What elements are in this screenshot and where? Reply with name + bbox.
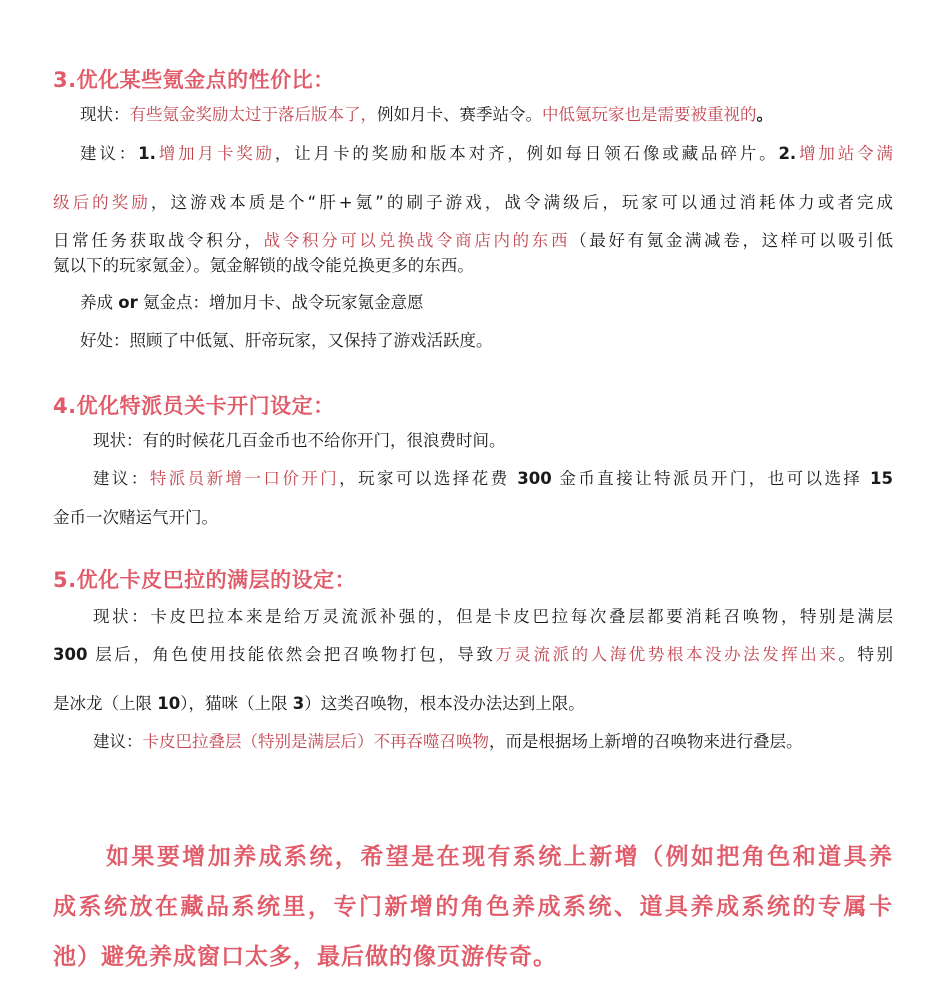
s5-sugg-label: 建议： (93, 732, 143, 751)
s4-sugg-num-2: 15 (870, 469, 894, 488)
s4-sugg-text-2: 金币直接让特派员开门，也可以选择 (551, 469, 871, 488)
s5-status-line-3 (53, 693, 585, 715)
s5-sugg-highlight: 卡皮巴拉叠层（特别是满层后）不再吞噬召唤物 (142, 732, 489, 751)
s4-suggestion-line-1 (93, 468, 893, 490)
s3-sugg-num-2: 2. (778, 144, 797, 163)
closing-line-1: 如果要增加养成系统，希望是在现有系统上新增（例如把角色和道具养 (106, 844, 893, 870)
section-3-heading: 3.优化某些氪金点的性价比： (53, 68, 335, 92)
s5-status-n10: 10 (157, 694, 181, 713)
s5-status-line-2 (53, 644, 893, 666)
s5-status-n3: 3 (292, 694, 305, 713)
s3-sugg-highlight-2a: 增加站令满 (796, 144, 894, 163)
s3-status-label: 现状： (80, 105, 130, 124)
s3-sugg-text-2: ，这游戏本质是个“肝+氪”的刷子游戏，战令满级后，玩家可以通过消耗体力或者完成 (150, 193, 894, 212)
s4-sugg-highlight: 特派员新增一口价开门 (149, 469, 340, 488)
s3-sugg-highlight-3: 战令积分可以兑换战令商店内的东西 (263, 231, 571, 250)
s4-suggestion-line-2: 金币一次赌运气开门。 (53, 508, 218, 527)
s3-status-highlight-1: 有些氪金奖励太过于落后版本了， (129, 105, 377, 124)
s5-status-line-1: 现状：卡皮巴拉本来是给万灵流派补强的，但是卡皮巴拉每次叠层都要消耗召唤物，特别是满层 (93, 607, 893, 626)
s5-status-text-a: 层后，角色使用技能依然会把召唤物打包，导致 (87, 645, 496, 664)
s4-sugg-num-1: 300 (517, 469, 552, 488)
s3-status-text: 例如月卡、赛季站令。 (377, 105, 542, 124)
closing-line-3: 池）避免养成窗口太多，最后做的像页游传奇。 (53, 944, 557, 970)
s5-status-text-d: ），猫咪（上限 (180, 694, 293, 713)
s5-status-highlight: 万灵流派的人海优势根本没办法发挥出来 (495, 645, 839, 664)
s3-status-end: 。 (756, 105, 773, 124)
s3-sugg-highlight-2b: 级后的奖励 (53, 193, 151, 212)
s4-sugg-label: 建议： (93, 469, 150, 488)
s5-status-text-c: 是冰龙（上限 (53, 694, 158, 713)
s5-status-text-e: ）这类召唤物，根本没办法达到上限。 (304, 694, 585, 713)
s3-suggestion-line-3 (53, 230, 893, 252)
s3-sugg-num-1: 1. (138, 144, 156, 163)
s3-type-label: 养成 (80, 293, 119, 312)
section-5-heading: 5.优化卡皮巴拉的满层的设定： (53, 568, 357, 592)
s3-sugg-highlight-1: 增加月卡奖励 (155, 144, 275, 163)
s3-type-or: or (118, 293, 138, 312)
s3-benefit-line: 好处：照顾了中低氪、肝帝玩家，又保持了游戏活跃度。 (80, 331, 493, 350)
section-4-heading: 4.优化特派员关卡开门设定： (53, 394, 335, 418)
s4-status-line: 现状：有的时候花几百金币也不给你开门，很浪费时间。 (93, 431, 506, 450)
s4-sugg-text-1: ，玩家可以选择花费 (339, 469, 518, 488)
s5-suggestion-line (93, 731, 803, 753)
closing-line-2: 成系统放在藏品系统里，专门新增的角色养成系统、道具养成系统的专属卡 (53, 894, 893, 920)
s3-status-highlight-2: 中低氪玩家也是需要被重视的 (542, 105, 757, 124)
s3-type-value: 氪金点：增加月卡、战令玩家氪金意愿 (137, 293, 424, 312)
s3-sugg-text-4: （最好有氪金满减卷，这样可以吸引低 (570, 231, 894, 250)
s5-status-text-b: 。特别 (838, 645, 893, 664)
s3-sugg-label: 建议： (80, 144, 139, 163)
s3-sugg-text-3: 日常任务获取战令积分， (53, 231, 264, 250)
s3-suggestion-line-1 (80, 143, 893, 165)
s3-suggestion-line-2 (53, 192, 893, 214)
s5-sugg-text: ，而是根据场上新增的召唤物来进行叠层。 (489, 732, 803, 751)
s3-status-line (80, 104, 773, 126)
s3-suggestion-line-4: 氪以下的玩家氪金）。氪金解锁的战令能兑换更多的东西。 (53, 256, 474, 275)
s3-type-line (80, 292, 423, 314)
s5-status-num: 300 (53, 645, 88, 664)
s3-sugg-text-1: ，让月卡的奖励和版本对齐，例如每日领石像或藏品碎片。 (274, 144, 779, 163)
